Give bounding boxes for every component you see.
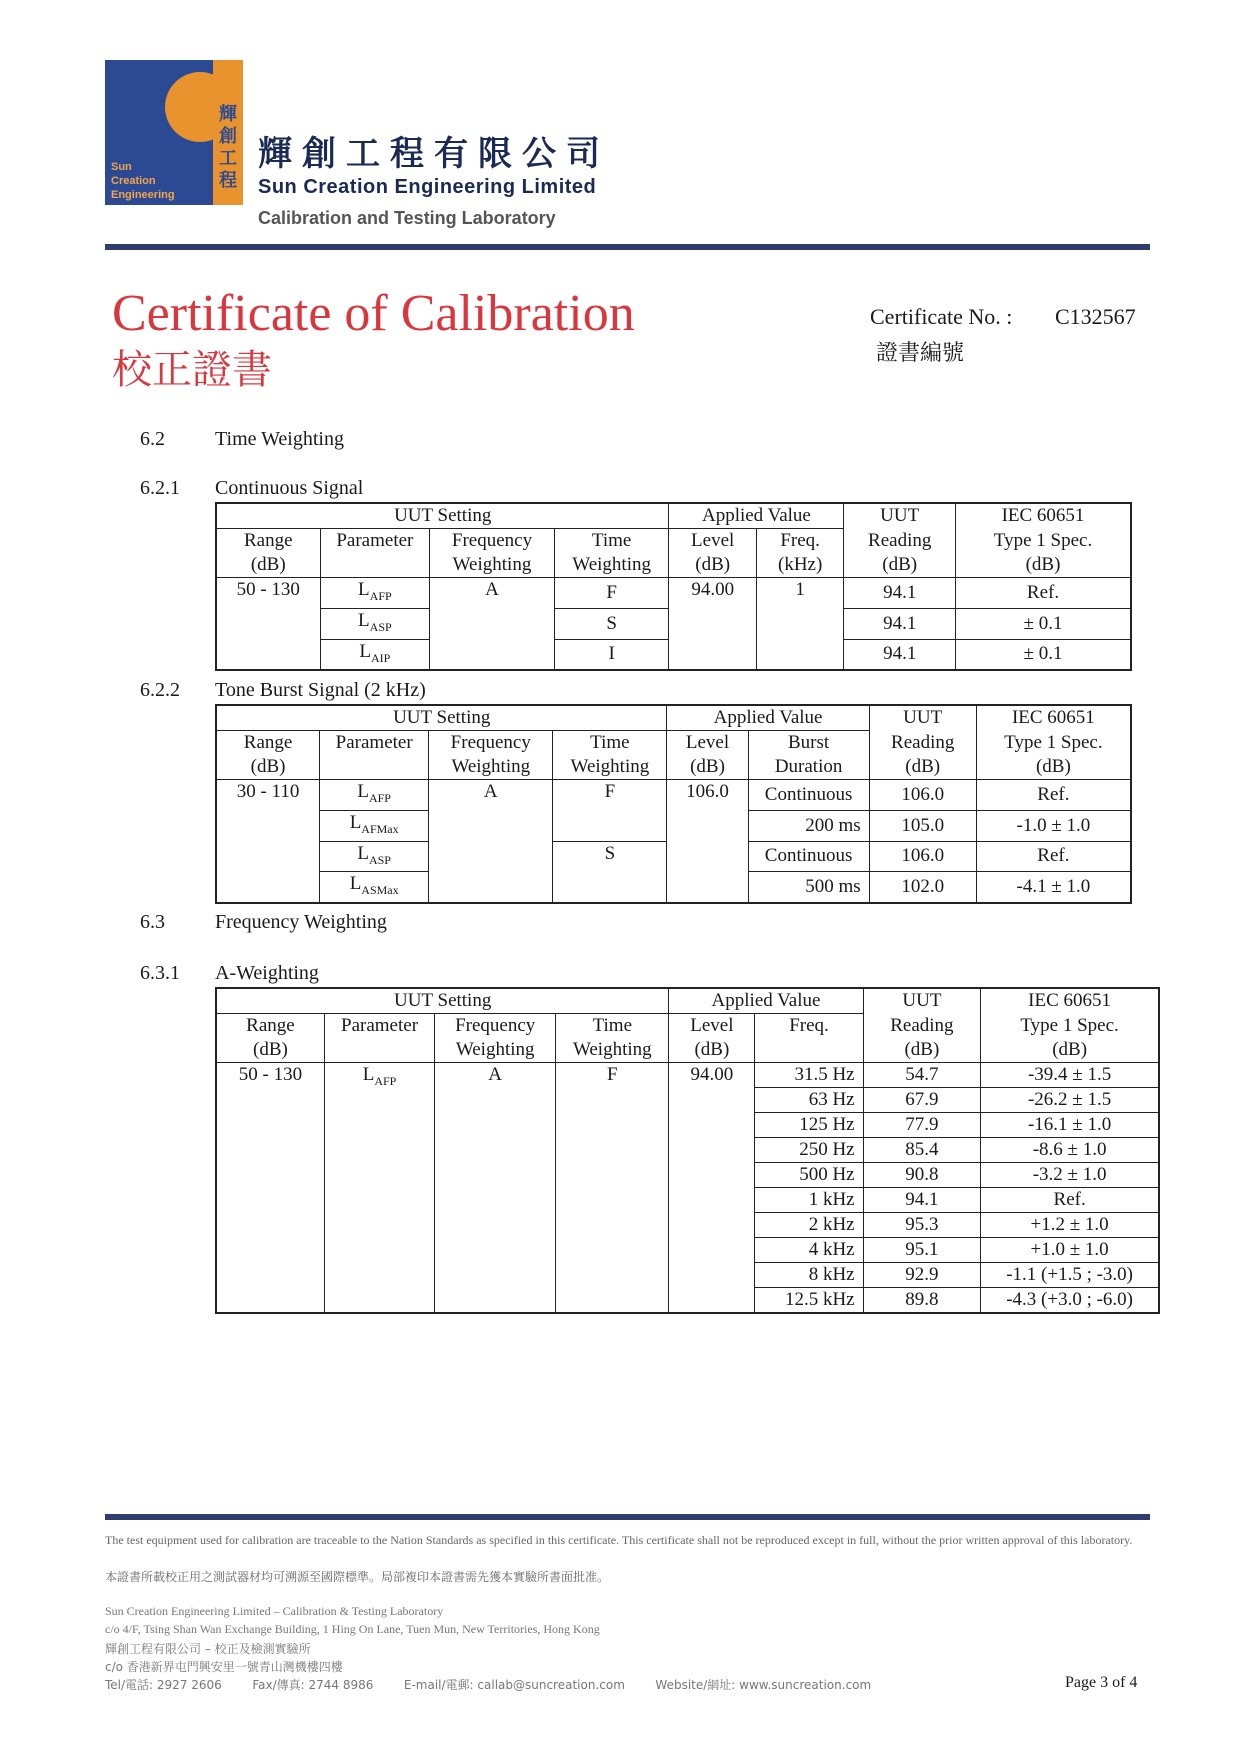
parameter-header: Parameter (324, 1014, 434, 1063)
reading-cell: 67.9 (863, 1088, 981, 1113)
freq-cell: 63 Hz (755, 1088, 863, 1113)
iec-header: IEC 60651 (981, 988, 1159, 1014)
freq-value: 1 (756, 578, 843, 671)
frequency-weighting-value: A (430, 578, 555, 671)
traceability-note-cn: 本證書所載校正用之測試器材均可溯源至國際標準。局部複印本證書需先獲本實驗所書面批准。 (105, 1570, 610, 1584)
spec-cell: Ref. (976, 841, 1131, 872)
freq-cell: 250 Hz (755, 1138, 863, 1163)
section-number: 6.2.1 (140, 477, 180, 499)
level-value: 94.00 (669, 578, 756, 671)
frequency-weighting-header: Frequency Weighting (430, 529, 555, 578)
uut-header: UUT (844, 503, 956, 529)
company-name-cn: 輝創工程有限公司 (258, 134, 610, 174)
level-value: 106.0 (667, 780, 748, 904)
frequency-weighting-value: A (435, 1063, 556, 1314)
parameter-cell: $L_{AFP}$ (320, 578, 430, 609)
parameter-header: Parameter (320, 731, 429, 780)
section-title: Frequency Weighting (215, 911, 387, 933)
freq-cell: 125 Hz (755, 1113, 863, 1138)
applied-value-header: Applied Value (667, 705, 869, 731)
lab-address-cn: c/o 香港新界屯門興安里一號青山灣機樓四樓 (105, 1660, 343, 1674)
freq-cell: 4 kHz (755, 1238, 863, 1263)
uut-setting-header: UUT Setting (216, 705, 667, 731)
burst-cell: Continuous (748, 780, 869, 811)
lab-contact: Tel/電話: 2927 2606 Fax/傳真: 2744 8986 E-mail/電郵: callab@suncreation.com Website/網址: www.suncreation.com (105, 1678, 872, 1692)
reading-cell: 90.8 (863, 1163, 981, 1188)
spec-cell: ± 0.1 (956, 639, 1132, 670)
applied-value-header: Applied Value (669, 503, 844, 529)
reading-header: Reading (dB) (869, 731, 976, 780)
range-header: Range (dB) (216, 529, 320, 578)
page-number: Page 3 of 4 (1065, 1674, 1138, 1691)
reading-cell: 95.3 (863, 1213, 981, 1238)
time-weighting-value: F (556, 1063, 669, 1314)
reading-cell: 94.1 (844, 578, 956, 609)
level-header: Level (dB) (669, 1014, 755, 1063)
range-value: 30 - 110 (216, 780, 320, 904)
time-weighting-cell: S (554, 608, 669, 639)
time-weighting-header: Time Weighting (554, 529, 669, 578)
logo-text: Sun Creation Engineering (111, 161, 175, 201)
level-header: Level (dB) (667, 731, 748, 780)
burst-cell: 500 ms (748, 872, 869, 903)
continuous-signal-table (215, 502, 1132, 671)
burst-cell: Continuous (748, 841, 869, 872)
range-value: 50 - 130 (216, 578, 320, 671)
lab-address: c/o 4/F, Tsing Shan Wan Exchange Building, 1 Hing On Lane, Tuen Mun, New Territories, Hong Kong (105, 1622, 600, 1636)
frequency-weighting-header: Frequency Weighting (435, 1014, 556, 1063)
reading-cell: 92.9 (863, 1263, 981, 1288)
section-number: 6.2.2 (140, 679, 180, 701)
freq-cell: 8 kHz (755, 1263, 863, 1288)
spec-cell: -39.4 ± 1.5 (981, 1063, 1159, 1088)
time-weighting-cell: F (553, 780, 667, 842)
section-title: Continuous Signal (215, 477, 364, 499)
certificate-number-label-cn: 證書編號 (876, 341, 965, 366)
iec-header: IEC 60651 (976, 705, 1131, 731)
lab-name-cn: 輝創工程有限公司 – 校正及檢測實驗所 (105, 1642, 311, 1656)
spec-cell: -8.6 ± 1.0 (981, 1138, 1159, 1163)
freq-header: Freq. (kHz) (756, 529, 843, 578)
company-lab: Calibration and Testing Laboratory (258, 208, 556, 228)
spec-cell: -3.2 ± 1.0 (981, 1163, 1159, 1188)
time-weighting-cell: F (554, 578, 669, 609)
reading-cell: 94.1 (863, 1188, 981, 1213)
uut-header: UUT (869, 705, 976, 731)
time-weighting-header: Time Weighting (556, 1014, 669, 1063)
company-logo (105, 60, 243, 205)
range-header: Range (dB) (216, 731, 320, 780)
reading-cell: 102.0 (869, 872, 976, 903)
section-title: Time Weighting (215, 428, 344, 450)
parameter-cell: $L_{AIP}$ (320, 639, 430, 670)
uut-setting-header: UUT Setting (216, 988, 669, 1014)
freq-cell: 31.5 Hz (755, 1063, 863, 1088)
uut-setting-header: UUT Setting (216, 503, 669, 529)
reading-cell: 54.7 (863, 1063, 981, 1088)
applied-value-header: Applied Value (669, 988, 863, 1014)
parameter-cell: $L_{AFP}$ (320, 780, 429, 811)
freq-cell: 12.5 kHz (755, 1288, 863, 1314)
burst-cell: 200 ms (748, 810, 869, 841)
uut-header: UUT (863, 988, 981, 1014)
spec-cell: Ref. (956, 578, 1132, 609)
reading-cell: 106.0 (869, 841, 976, 872)
tone-burst-table (215, 704, 1132, 904)
spec-header: Type 1 Spec. (dB) (976, 731, 1131, 780)
spec-cell: Ref. (976, 780, 1131, 811)
parameter-cell: $L_{AFMax}$ (320, 810, 429, 841)
reading-cell: 94.1 (844, 639, 956, 670)
spec-cell: -1.1 (+1.5 ; -3.0) (981, 1263, 1159, 1288)
reading-cell: 77.9 (863, 1113, 981, 1138)
freq-cell: 500 Hz (755, 1163, 863, 1188)
parameter-cell: $L_{ASP}$ (320, 841, 429, 872)
spec-cell: +1.2 ± 1.0 (981, 1213, 1159, 1238)
frequency-weighting-value: A (429, 780, 553, 904)
spec-cell: +1.0 ± 1.0 (981, 1238, 1159, 1263)
parameter-header: Parameter (320, 529, 430, 578)
header-divider (105, 244, 1150, 250)
spec-header: Type 1 Spec. (dB) (956, 529, 1132, 578)
frequency-weighting-header: Frequency Weighting (429, 731, 553, 780)
time-weighting-cell: S (553, 841, 667, 903)
time-weighting-cell: I (554, 639, 669, 670)
reading-cell: 106.0 (869, 780, 976, 811)
level-header: Level (dB) (669, 529, 756, 578)
spec-cell: -26.2 ± 1.5 (981, 1088, 1159, 1113)
section-title: Tone Burst Signal (2 kHz) (215, 679, 426, 701)
section-number: 6.2 (140, 428, 165, 450)
reading-cell: 94.1 (844, 608, 956, 639)
section-number: 6.3.1 (140, 962, 180, 984)
section-number: 6.3 (140, 911, 165, 933)
reading-cell: 105.0 (869, 810, 976, 841)
reading-cell: 85.4 (863, 1138, 981, 1163)
company-name-en: Sun Creation Engineering Limited (258, 176, 597, 198)
spec-cell: -1.0 ± 1.0 (976, 810, 1131, 841)
reading-cell: 95.1 (863, 1238, 981, 1263)
logo-cjk-text: 輝創工程 (219, 104, 237, 191)
spec-cell: -4.3 (+3.0 ; -6.0) (981, 1288, 1159, 1314)
range-value: 50 - 130 (216, 1063, 324, 1314)
freq-header: Freq. (755, 1014, 863, 1063)
reading-header: Reading (dB) (844, 529, 956, 578)
iec-header: IEC 60651 (956, 503, 1132, 529)
spec-cell: ± 0.1 (956, 608, 1132, 639)
a-weighting-table (215, 987, 1160, 1314)
freq-cell: 2 kHz (755, 1213, 863, 1238)
section-title: A-Weighting (215, 962, 319, 984)
burst-duration-header: Burst Duration (748, 731, 869, 780)
reading-header: Reading (dB) (863, 1014, 981, 1063)
freq-cell: 1 kHz (755, 1188, 863, 1213)
certificate-title: Certificate of Calibration (112, 285, 635, 342)
certificate-number: C132567 (1055, 304, 1136, 329)
certificate-title-cn: 校正證書 (112, 347, 272, 393)
spec-cell: -16.1 ± 1.0 (981, 1113, 1159, 1138)
certificate-number-label: Certificate No. : (870, 304, 1013, 329)
spec-header: Type 1 Spec. (dB) (981, 1014, 1159, 1063)
lab-name: Sun Creation Engineering Limited – Calibration & Testing Laboratory (105, 1604, 444, 1618)
parameter-cell: $L_{ASP}$ (320, 608, 430, 639)
traceability-note: The test equipment used for calibration are traceable to the Nation Standards as specified in this certificate. This certificate shall not be reproduced except in full, without the prior written approval of this laboratory. (105, 1533, 1133, 1547)
range-header: Range (dB) (216, 1014, 324, 1063)
level-value: 94.00 (669, 1063, 755, 1314)
spec-cell: Ref. (981, 1188, 1159, 1213)
footer-divider (105, 1514, 1150, 1520)
reading-cell: 89.8 (863, 1288, 981, 1314)
parameter-cell: $L_{AFP}$ (324, 1063, 434, 1314)
parameter-cell: $L_{ASMax}$ (320, 872, 429, 903)
spec-cell: -4.1 ± 1.0 (976, 872, 1131, 903)
time-weighting-header: Time Weighting (553, 731, 667, 780)
